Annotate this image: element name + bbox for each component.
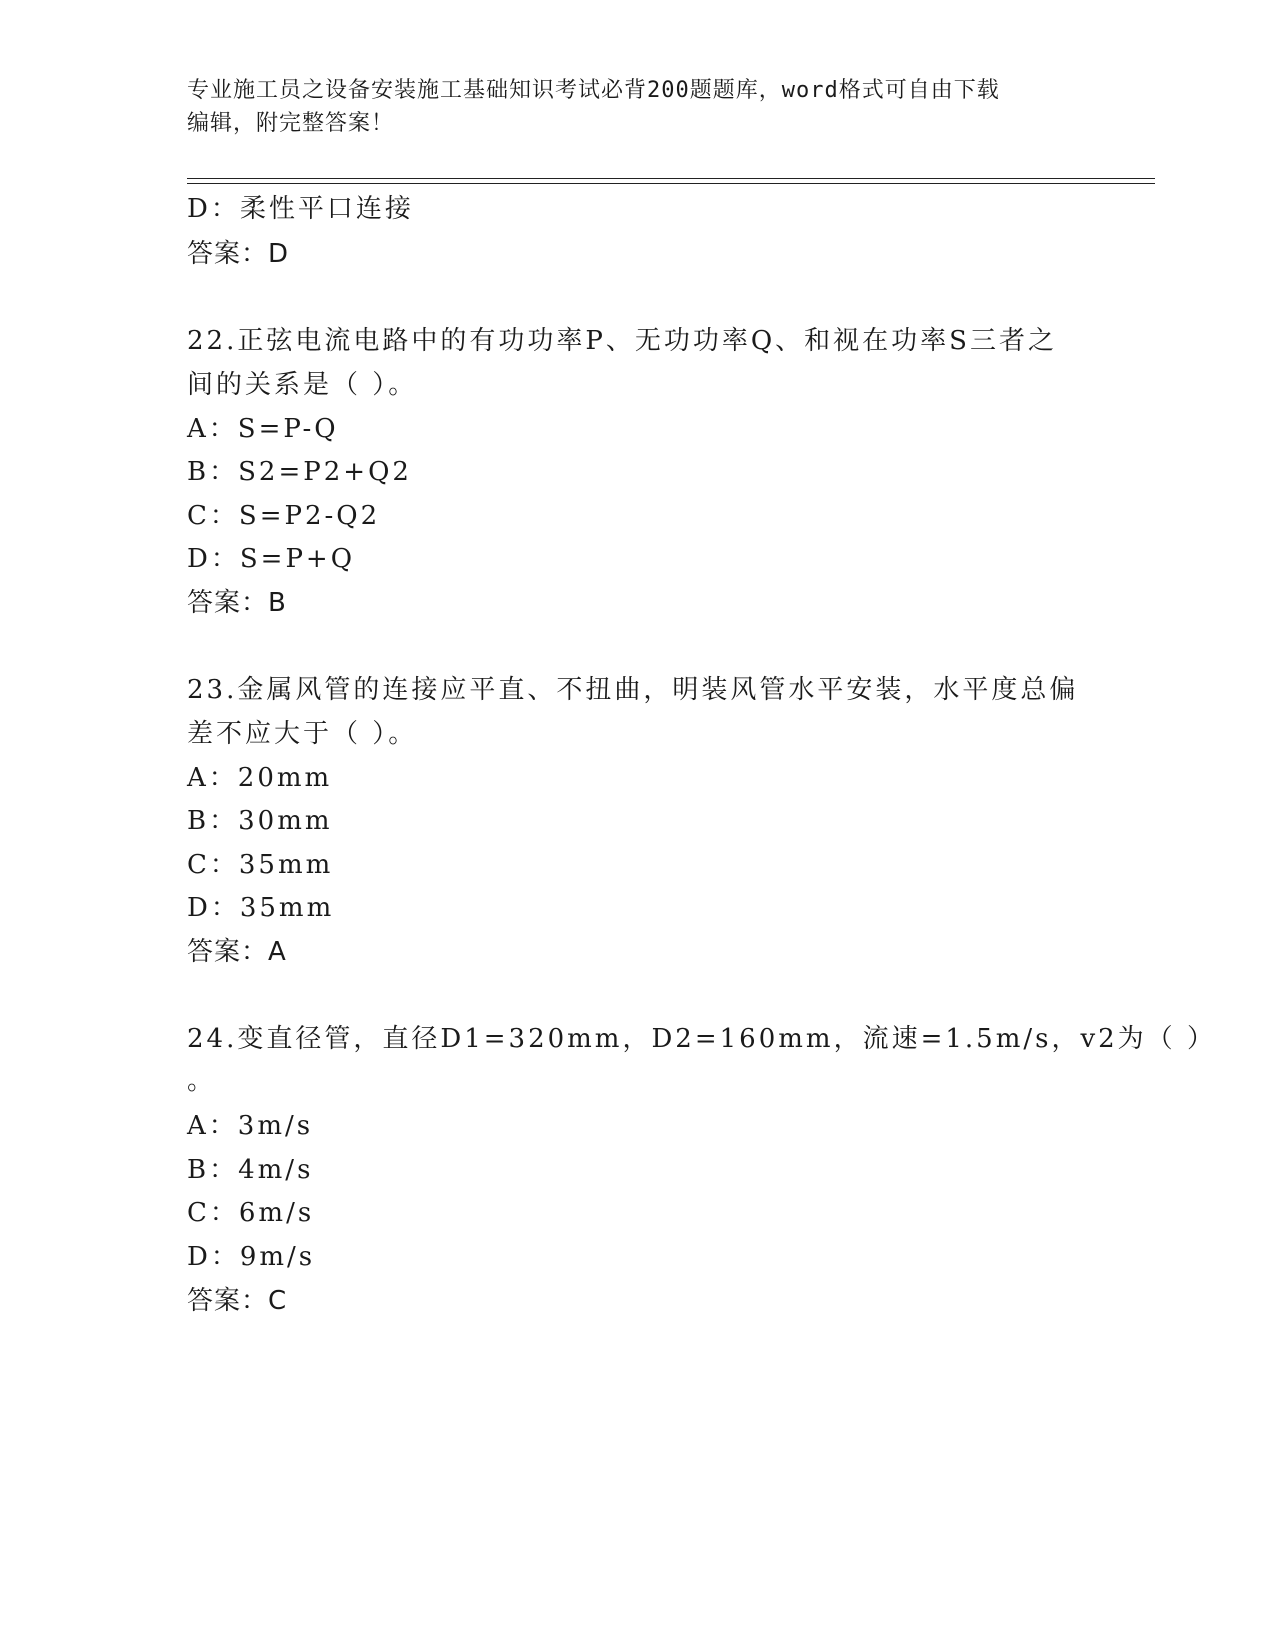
option-b: B：30mm <box>187 806 333 836</box>
header-text <box>187 74 1087 140</box>
question-stem-line-1: 22.正弦电流电路中的有功功率P、无功功率Q、和视在功率S三者之 <box>187 326 1057 356</box>
option-d: D：35mm <box>187 893 335 923</box>
answer-line: 答案：B <box>187 588 287 618</box>
option-d: D：9m/s <box>187 1242 316 1272</box>
option-c: C：6m/s <box>187 1198 315 1228</box>
answer-line: 答案：C <box>187 1286 288 1316</box>
option-b: B：S2=P2+Q2 <box>187 457 412 487</box>
header-divider-top <box>187 178 1155 179</box>
option-d: D：柔性平口连接 <box>187 194 414 224</box>
question-stem-line-1: 24.变直径管，直径D1=320mm，D2=160mm，流速=1.5m/s，v2为（ ） <box>187 1024 1216 1054</box>
question-stem-line-2: 。 <box>187 1066 217 1096</box>
header-line-2: 编辑，附完整答案！ <box>187 111 395 136</box>
question-stem-line-2: 间的关系是（ ）。 <box>187 370 418 400</box>
question-stem-line-2: 差不应大于（ ）。 <box>187 719 418 749</box>
option-b: B：4m/s <box>187 1155 314 1185</box>
answer-line: 答案：D <box>187 239 290 269</box>
option-d: D：S=P+Q <box>187 544 356 574</box>
answer-line: 答案：A <box>187 937 287 967</box>
option-c: C：35mm <box>187 850 334 880</box>
option-c: C：S=P2-Q2 <box>187 501 381 531</box>
option-a: A：3m/s <box>187 1111 314 1141</box>
header-line-1: 专业施工员之设备安装施工基础知识考试必背200题题库，word格式可自由下载 <box>187 78 1000 103</box>
question-stem-line-1: 23.金属风管的连接应平直、不扭曲，明装风管水平安装，水平度总偏 <box>187 675 1079 705</box>
option-a: A：20mm <box>187 763 333 793</box>
option-a: A：S=P-Q <box>187 414 339 444</box>
header-divider-bottom <box>187 183 1155 184</box>
